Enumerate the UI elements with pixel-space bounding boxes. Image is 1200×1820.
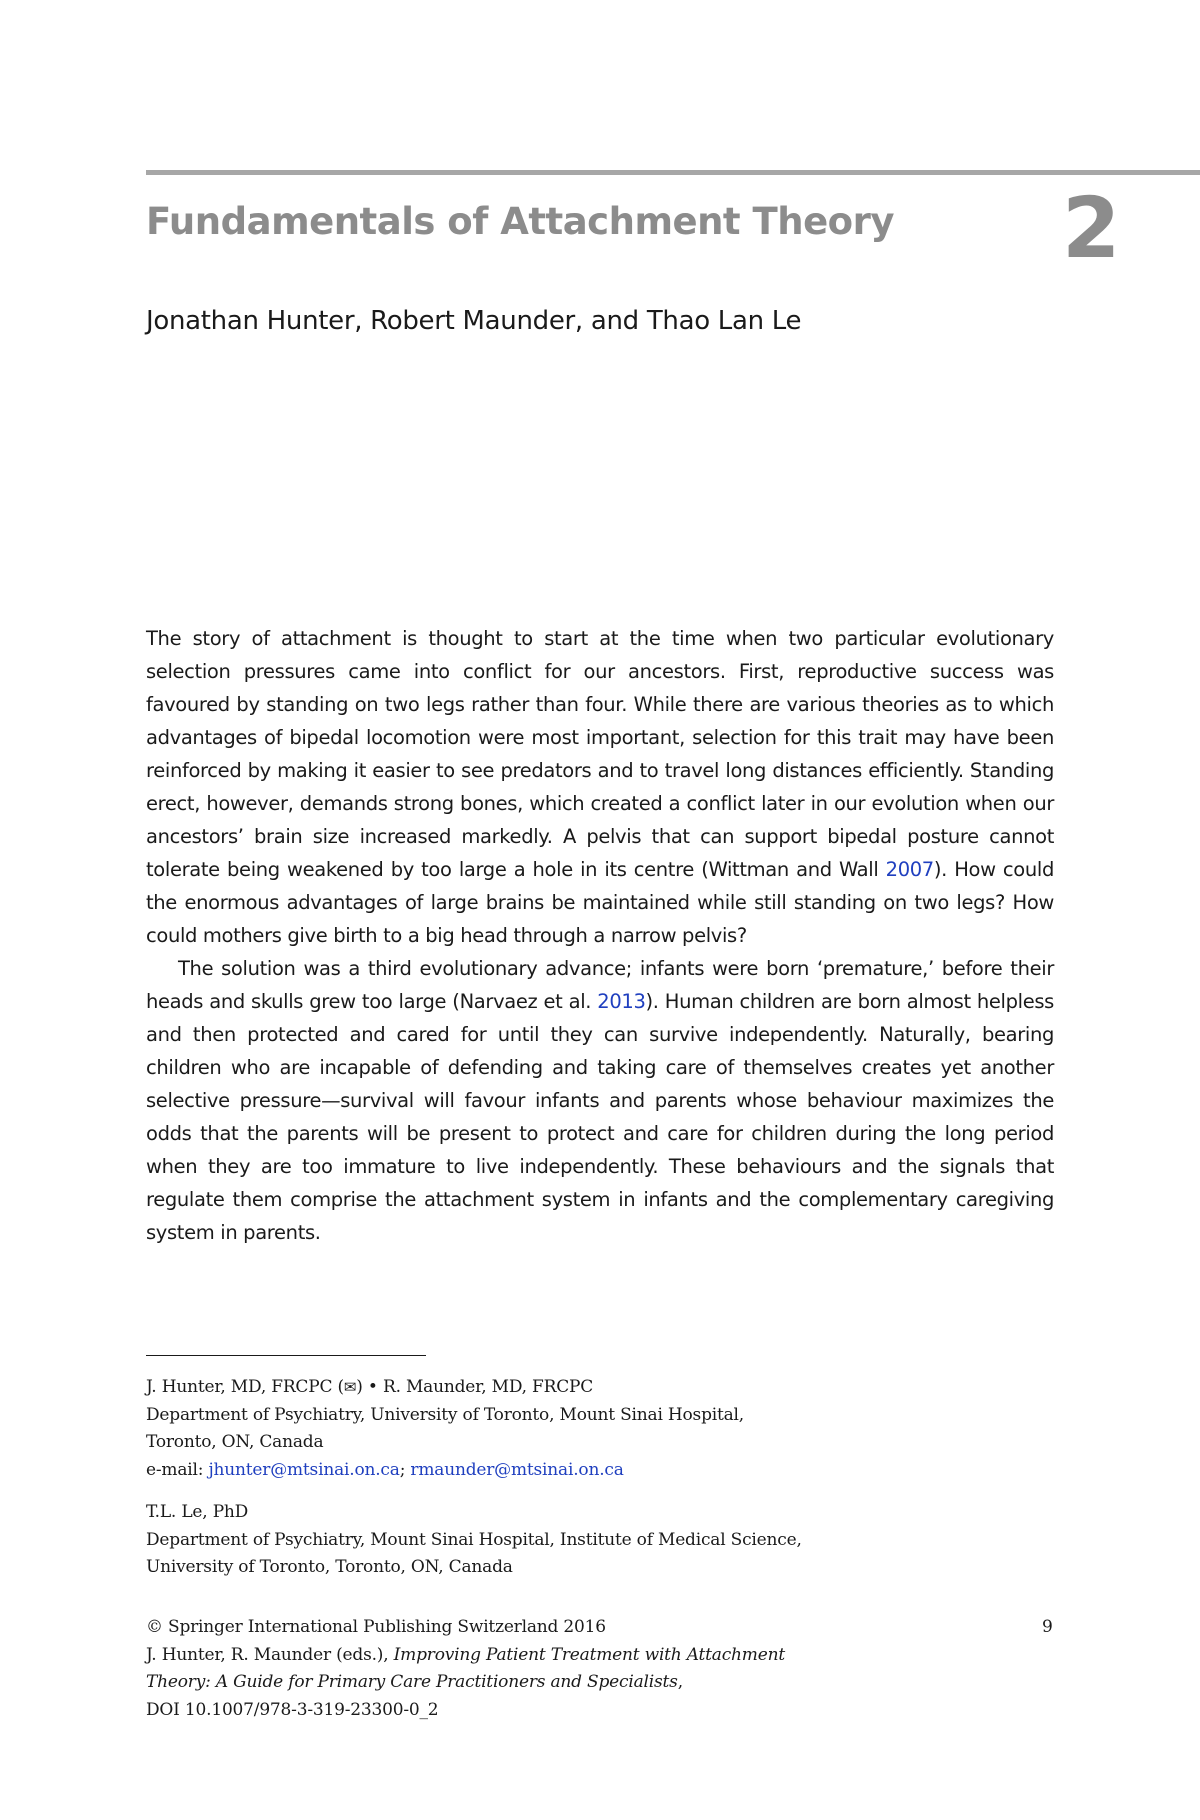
citation-comma: , xyxy=(677,1672,683,1692)
citation-link-narvaez[interactable]: 2013 xyxy=(597,990,646,1013)
author-affiliations xyxy=(146,1374,1066,1597)
chapter-number: 2 xyxy=(1062,179,1121,277)
chapter-authors: Jonathan Hunter, Robert Maunder, and Thao Lan Le xyxy=(146,306,802,336)
email-link-maunder[interactable]: rmaunder@mtsinai.on.ca xyxy=(410,1459,624,1480)
email-separator: ; xyxy=(399,1459,411,1480)
email-label: e-mail: xyxy=(146,1459,209,1480)
book-title-part2: Theory: A Guide for Primary Care Practitioners and Specialists xyxy=(146,1672,678,1692)
paragraph-2-text-a: The solution was a third evolutionary advance; infants were born ‘premature,’ before their heads and skulls grew too large (Narvaez et al. xyxy=(146,957,1054,1013)
citation-link-wittman-wall[interactable]: 2007 xyxy=(885,858,934,881)
chapter-title: Fundamentals of Attachment Theory xyxy=(146,200,894,243)
paragraph-1-text-a: The story of attachment is thought to start at the time when two particular evolutionary selection pressures came into conflict for our ancestors. First, reproductive success was favoured by standing on two legs rather than four. While there are various theories as to which advantages of bipedal locomotion were most important, selection for this trait may have been reinforced by making it easier to see predators and to travel long distances efficiently. Standing erect, however, demands strong bones, which created a conflict later in our evolution when our ancestors’ brain size increased markedly. A pelvis that can support bipedal posture cannot tolerate being weakened by too large a hole in its centre (Wittman and Wall xyxy=(146,627,1054,881)
affiliation-dept-line2: Toronto, ON, Canada xyxy=(146,1432,324,1452)
copyright-line: © Springer International Publishing Switzerland 2016 xyxy=(146,1617,606,1637)
paragraph-2-text-b: ). Human children are born almost helpless and then protected and cared for until they can survive independently. Naturally, bearing children who are incapable of defending and taking care of themselves creates yet another selective pressure—survival will favour infants and parents whose behaviour maximizes the odds that the parents will be present to protect and care for children during the long period when they are too immature to live independently. These behaviours and the signals that regulate them comprise the attachment system in infants and the complementary caregiving system in parents. xyxy=(146,990,1054,1244)
page-number: 9 xyxy=(1042,1617,1053,1637)
affiliation-email-line xyxy=(146,1457,1066,1485)
envelope-icon: ✉ xyxy=(343,1378,357,1396)
author-maunder-credential: ) • R. Maunder, MD, FRCPC xyxy=(356,1377,594,1397)
paragraph-1 xyxy=(146,622,1054,952)
email-link-hunter[interactable]: jhunter@mtsinai.on.ca xyxy=(208,1459,400,1480)
footnote-rule xyxy=(146,1355,426,1356)
book-title-part1: Improving Patient Treatment with Attachment xyxy=(393,1644,785,1665)
doi-line: DOI 10.1007/978-3-319-23300-0_2 xyxy=(146,1699,439,1720)
affiliation-le-dept-line1: Department of Psychiatry, Mount Sinai Hospital, Institute of Medical Science, xyxy=(146,1529,802,1550)
body-text xyxy=(146,622,1054,1249)
paragraph-1-text-b: ). How could the enormous advantages of large brains be maintained while still standing on two legs? How could mothers give birth to a big head through a narrow pelvis? xyxy=(146,858,1054,947)
affiliation-le-dept-line2: University of Toronto, Toronto, ON, Canada xyxy=(146,1557,513,1577)
affiliation-dept-line1: Department of Psychiatry, University of Toronto, Mount Sinai Hospital, xyxy=(146,1404,744,1425)
author-hunter-credential: J. Hunter, MD, FRCPC ( xyxy=(146,1377,344,1397)
paragraph-2 xyxy=(146,952,1054,1249)
affiliation-le-name: T.L. Le, PhD xyxy=(146,1502,249,1522)
citation-line-1 xyxy=(146,1642,1066,1670)
citation-editors: J. Hunter, R. Maunder (eds.), xyxy=(146,1644,394,1665)
citation-line-2 xyxy=(146,1669,1066,1697)
chapter-top-rule xyxy=(146,170,1200,175)
affiliation-hunter-maunder xyxy=(146,1374,1066,1484)
affiliation-names-line xyxy=(146,1374,1066,1402)
affiliation-le xyxy=(146,1499,1066,1582)
copyright-block xyxy=(146,1614,1066,1724)
